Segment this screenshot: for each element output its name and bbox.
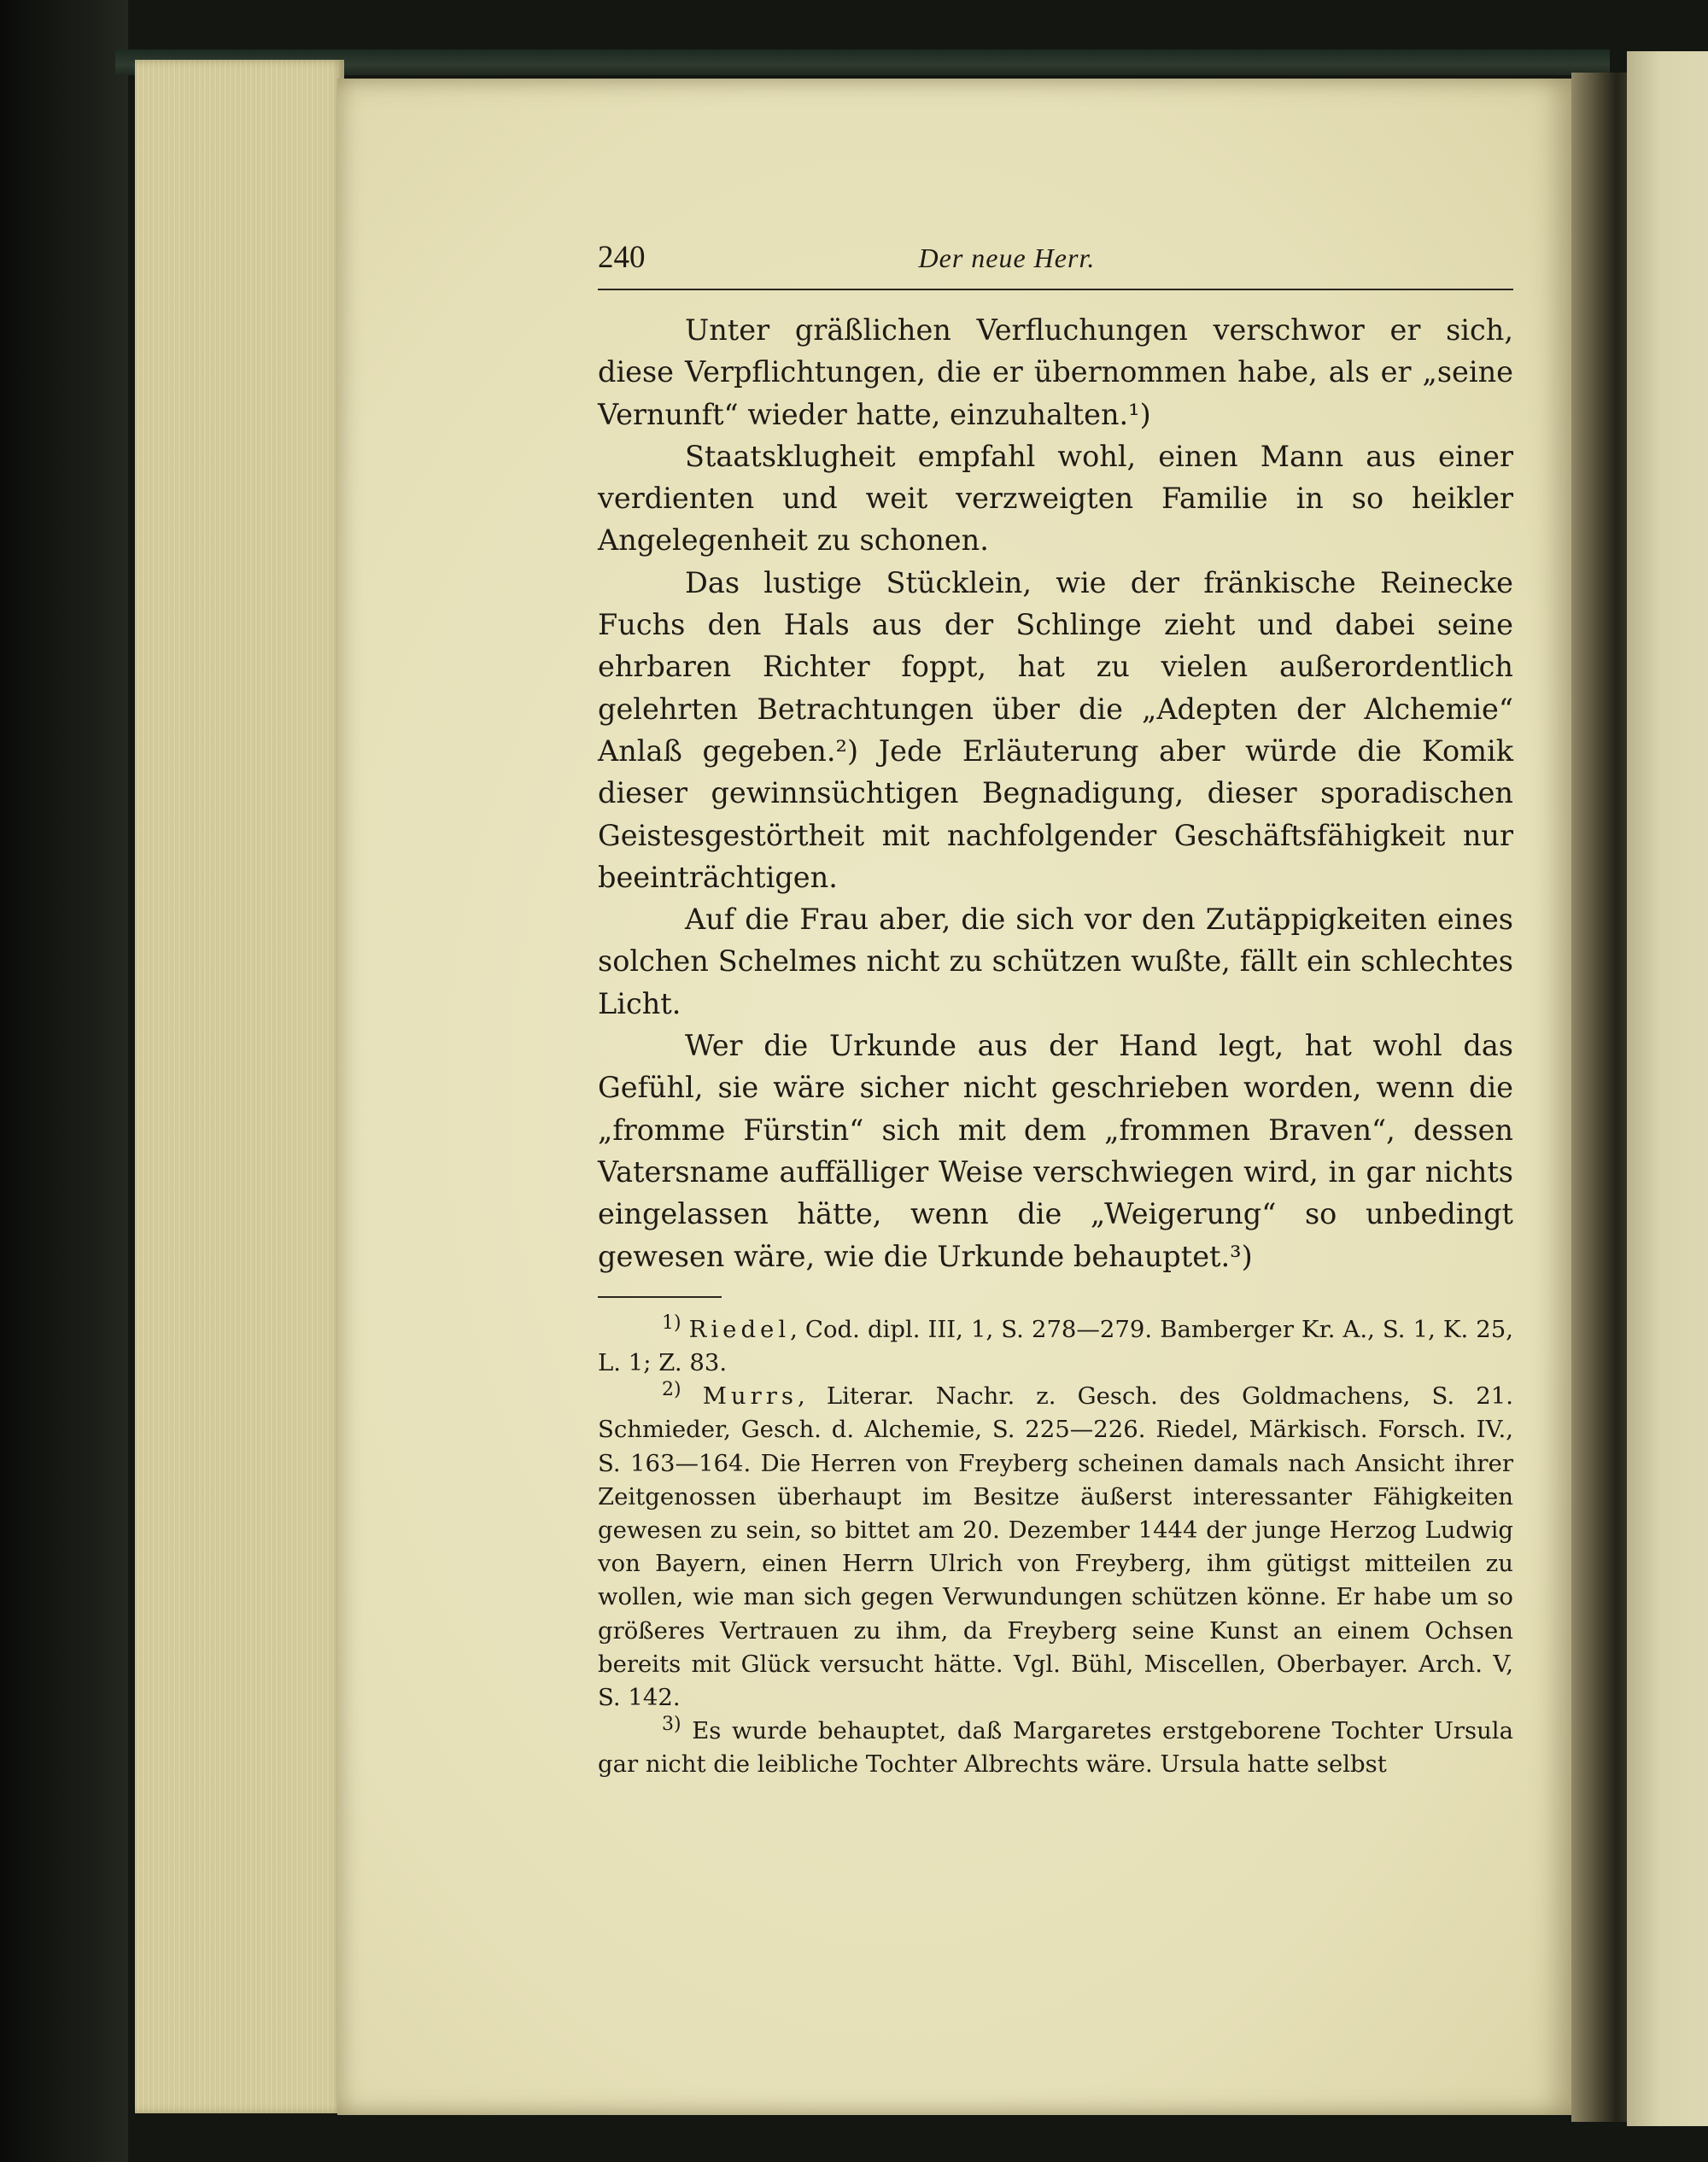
running-title: Der neue Herr.: [918, 242, 1096, 273]
page-block-edge: [135, 60, 344, 2113]
paragraph: Staatsklugheit empfahl wohl, einen Mann aus einer verdienten und weit verzweigten Familie in so heikler Angelegenheit zu schonen.: [598, 439, 1513, 558]
footnote-text: , Literar. Nachr. z. Gesch. des Goldmachens, S. 21. Schmieder, Gesch. d. Alchemie, S. 225—226. Riedel, Märkisch. Forsch. IV., S. 163—164. Die Herren von Freyberg scheinen damals nach Ansicht ihrer Zeitgenossen überhaupt im Besitze äußerst interessanter Fähigkeiten gewesen zu sein, so bittet am 20. Dezember 1444 der junge Herzog Ludwig von Bayern, einen Herrn Ulrich von Freyberg, ihm gütigst mitteilen zu wollen, wie man sich gegen Verwundungen schützen könne. Er habe um so größeres Vertrauen zu ihm, da Freyberg seine Kunst an einem Ochsen bereits mit Glück versucht hätte. Vgl. Bühl, Miscellen, Oberbayer. Arch. V, S. 142.: [598, 1382, 1513, 1712]
footnote-mark: 3): [662, 1714, 681, 1736]
paragraph: Auf die Frau aber, die sich vor den Zutäppigkeiten eines solchen Schelmes nicht zu schützen wußte, fällt ein schlechtes Licht.: [598, 903, 1513, 1020]
footnote-author: Murrs: [702, 1382, 798, 1411]
page-header: [598, 239, 1513, 290]
footnote: [598, 1313, 1513, 1380]
book-spine-shadow: [0, 0, 128, 2162]
paragraph: Wer die Urkunde aus der Hand legt, hat wohl das Gefühl, sie wäre sicher nicht geschrieben worden, wenn die „fromme Fürstin“ sich mit dem „frommen Braven“, dessen Vatersname auffälliger Weise verschwiegen wird, in gar nichts eingelassen hätte, wenn die „Weigerung“ so unbedingt gewesen wäre, wie die Urkunde behauptet.³): [598, 1029, 1513, 1273]
footnote: [598, 1715, 1513, 1781]
paragraph: Das lustige Stücklein, wie der fränkische Reinecke Fuchs den Hals aus der Schlinge zieht und dabei seine ehrbaren Richter foppt, hat zu vielen außerordentlich gelehrten Betrachtungen über die „Adepten der Alchemie“ Anlaß gegeben.²) Jede Erläuterung aber würde die Komik dieser gewinnsüchtigen Begnadigung, dieser sporadischen Geistesgestörtheit mit nachfolgender Geschäftsfähigkeit nur beeinträchtigen.: [598, 565, 1513, 894]
footnote: [598, 1380, 1513, 1715]
footnote-text: , Cod. dipl. III, 1, S. 278—279. Bamberger Kr. A., S. 1, K. 25, L. 1; Z. 83.: [598, 1315, 1513, 1377]
footnotes: [598, 1313, 1513, 1782]
page-number: 240: [598, 240, 646, 275]
footnote-author: Riedel: [688, 1315, 791, 1343]
facing-page-edge: [1627, 51, 1708, 2126]
page-content: [598, 239, 1513, 1782]
book-gutter: [1571, 73, 1631, 2122]
footnote-divider: [598, 1296, 722, 1298]
footnote-text: Es wurde behauptet, daß Margaretes erstgeborene Tochter Ursula gar nicht die leibliche Tochter Albrechts wäre. Ursula hatte selbst: [598, 1717, 1513, 1779]
paragraph: Unter gräßlichen Verfluchungen verschwor er sich, diese Verpflichtungen, die er übernommen habe, als er „seine Vernunft“ wieder hatte, einzuhalten.¹): [598, 313, 1513, 431]
body-text: [598, 309, 1513, 1277]
footnote-mark: 2): [662, 1379, 681, 1401]
footnote-mark: 1): [662, 1312, 681, 1334]
